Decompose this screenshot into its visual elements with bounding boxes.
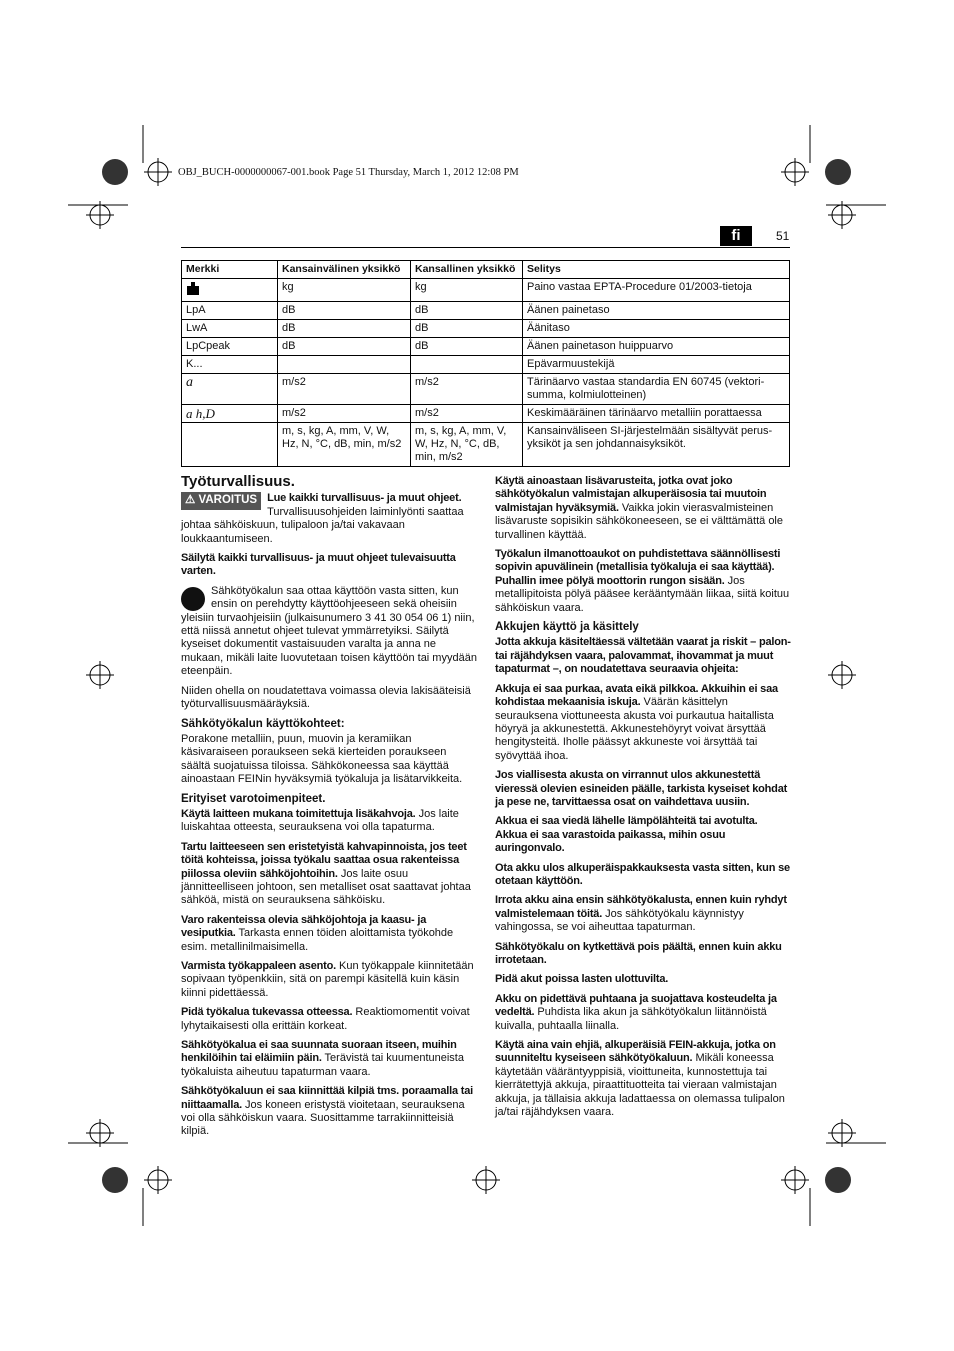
table-cell: a h,D <box>182 405 278 423</box>
bold-text: Varmista työkappaleen asento. <box>181 960 336 972</box>
table-cell <box>411 356 523 374</box>
warning-label: VAROITUS <box>198 494 258 507</box>
table-cell: Paino vastaa EPTA-Procedure 01/2003-tietoja <box>523 279 790 302</box>
body-text: Vaikka jokin vierasvalmisteinen lisävaruste sopisikin sähkökoneeseen, se ei välttämättä ole turvallinen käyttää. <box>495 501 783 541</box>
left-column <box>181 475 477 1145</box>
bold-text: Akku on pidettävä puhtaana ja suojattava kosteudelta ja vedeltä. <box>495 992 777 1019</box>
table-cell: Keskimääräinen tärinäarvo metalliin porattaessa <box>523 405 790 423</box>
bold-text: Irrota akku aina ensin sähkötyökalusta, ennen kuin ryhdyt valmistelemaan töitä. <box>495 894 787 920</box>
bold-text: Akkuja ei saa purkaa, avata eikä pilkkoa. Akkuihin ei saa kohdistaa mekaanisia iskuja. <box>495 682 778 709</box>
bold-text: Lue kaikki turvallisuus- ja muut ohjeet. <box>267 492 462 505</box>
table-cell: dB <box>411 302 523 320</box>
table-row <box>182 423 790 467</box>
paragraph <box>495 548 791 615</box>
table-row <box>182 302 790 320</box>
paragraph <box>181 914 477 954</box>
body-text: Jos laite osuu jännitteelliseen johtoon, sen metalliset osat saattavat johtaa sähköä, mistä on seurauksena sähköisku. <box>181 867 471 907</box>
paragraph <box>181 808 477 835</box>
body-text: Jos laite luiskahtaa otteesta, seurauksena voi olla tapaturma. <box>181 807 459 834</box>
table-cell: Äänen painetason huippuarvo <box>523 338 790 356</box>
bold-text: Sähkötyökaluun ei saa kiinnittää kilpiä tms. poraamalla tai niittaamalla. <box>181 1085 474 1111</box>
language-badge: fi <box>720 226 752 246</box>
paragraph <box>495 475 791 542</box>
table-cell: kg <box>411 279 523 302</box>
bold-text: Varo rakenteissa olevia sähköjohtoja ja kaasu- ja vesiputkia. <box>181 913 427 940</box>
table-cell: m/s2 <box>278 374 411 405</box>
bold-paragraph: Akkua ei saa viedä lähelle lämpölähteitä tai avotulta. Akkua ei saa varastoida paikassa, mihin osuu auringonvalo. <box>495 815 758 855</box>
bold-text: Käytä aina vain ehjiä, alkuperäisiä FEIN-akkuja, jotka on suunniteltu kyseiseen sähkötyökaluun. <box>495 1039 776 1065</box>
bold-paragraph: Jotta akkuja käsiteltäessä vältetään vaarat ja riskit – palon- tai räjähdyksen vaara, palovammat, ihovammat ja muut tapaturmat –, on noudatettava seuraavia ohjeita: <box>495 636 791 676</box>
body-text: Sähkötyökalun saa ottaa käyttöön vasta sitten, kun ensin on perehdytty käyttöohjeeseen sekä oheisiin yleisiin turvaohjeisiin (julkaisunumero 3 41 30 054 06 1) niin, että niissä annetut ohjeet tulevat ymmärretyiksi. Säilytä kyseiset dokumentit vastaisuuden varalta ja anna ne mukaan, mikäli laite luovutetaan toisen käyttöön tai myydään eteenpäin. <box>181 584 477 678</box>
right-column <box>495 475 791 1125</box>
table-cell: K... <box>182 356 278 374</box>
table-row <box>182 405 790 423</box>
table-header: Selitys <box>523 261 790 279</box>
table-row <box>182 279 790 302</box>
table-header: Merkki <box>182 261 278 279</box>
table-cell <box>278 356 411 374</box>
bold-paragraph: Sähkötyökalu on kytkettävä pois päältä, ennen kuin akku irrotetaan. <box>495 940 782 966</box>
body-text: Väärän käsittelyn seurauksena viottuneesta akusta voi purkautua haitallista höyryä ja akkunestettä. Akkunestehöyryt voivat ärsyttää hengitysteitä. Iholle päässyt akkuneste voi ärsyttää tai syövyttää ihoa. <box>495 696 774 762</box>
read-manual-icon <box>181 587 205 611</box>
paragraph <box>181 585 477 679</box>
bold-text: Tartu laitteeseen sen eristetyistä kahvapinnoista, jos teet töitä kohteissa, joissa työkalu saattaa osua rakenteissa piilossa oleviin sähköjohtoihin. <box>181 840 467 880</box>
symbol-table <box>181 260 790 467</box>
bold-paragraph: Pidä akut poissa lasten ulottuvilta. <box>495 973 669 986</box>
paragraph <box>495 894 791 934</box>
paragraph: Porakone metalliin, puun, muovin ja keramiikan käsivaraiseen poraukseen sekä kierteiden poraukseen säältä suojatuissa tiloissa. Sähkökoneessa saa käyttää ainoastaan FEINin hyväksymiä työkaluja ja lisätarvikkeita. <box>181 732 463 786</box>
warning-badge: ⚠ VAROITUS <box>181 492 261 509</box>
table-cell: Kansainväliseen SI-järjestelmään sisältyvät perus-yksiköt ja sen johdannaisyksiköt. <box>523 423 790 467</box>
body-text: Mikäli koneessa käytetään vääräntyyppisiä, vioittuneita, kunnostettuja tai kierrätettyjä akkuja, piraattituotteita tai vieraan valmistajan akkuja, ja tällaisia akkuja ladattaessa on olemassa tulipalon ja/tai räjähdyksen vaara. <box>495 1052 785 1119</box>
bold-paragraph: Jos viallisesta akusta on virrannut ulos akkunestettä vieressä olevien esineiden päälle, tarkista kyseiset kohdat ja pese ne, tarvittaessa osat on vaihdettava uusiin. <box>495 769 788 808</box>
table-header-row <box>182 261 790 279</box>
table-cell: dB <box>278 320 411 338</box>
table-cell: m/s2 <box>411 405 523 423</box>
header-rule <box>181 247 790 248</box>
table-row <box>182 320 790 338</box>
paragraph <box>181 1039 477 1079</box>
table-cell: dB <box>278 302 411 320</box>
table-cell: dB <box>411 320 523 338</box>
table-cell: LpA <box>182 302 278 320</box>
table-cell: m, s, kg, A, mm, V, W, Hz, N, °C, dB, min, m/s2 <box>278 423 411 467</box>
table-header: Kansainvälinen yksikkö <box>278 261 411 279</box>
table-cell: LwA <box>182 320 278 338</box>
bold-text: Työkalun ilmanottoaukot on puhdistettava säännöllisesti sopivin apuvälinein (metallisia työkaluja ei saa käyttää). Puhallin imee pölyä moottorin rungon sisään. <box>495 548 781 587</box>
table-cell: Tärinäarvo vastaa standardia EN 60745 (vektori-summa, kolmiulotteinen) <box>523 374 790 405</box>
subheading: Sähkötyökalun käyttökohteet: <box>181 717 345 730</box>
paragraph <box>495 1039 791 1119</box>
paragraph <box>181 841 477 908</box>
table-cell: Äänen painetaso <box>523 302 790 320</box>
bold-text: Käytä ainoastaan lisävarusteita, jotka ovat joko sähkötyökalun valmistajan alkuperäisosia tai muutoin valmistajan hyväksymiä. <box>495 475 767 514</box>
subheading: Erityiset varotoimenpiteet. <box>181 792 326 805</box>
body-text: Kun työkappale kiinnitetään sopivaan työpenkkiin, sitä on parempi käsitellä kuin käsin kiinni pidettäessä. <box>181 960 474 999</box>
weight-icon <box>182 279 278 302</box>
paragraph <box>495 993 791 1033</box>
table-cell: m/s2 <box>411 374 523 405</box>
table-cell: dB <box>278 338 411 356</box>
table-cell: LpCpeak <box>182 338 278 356</box>
body-text: Reaktiomomentit voivat lyhytaikaisesti olla erittäin korkeat. <box>181 1006 470 1032</box>
body-text: Jos sähkötyökalu käynnistyy vahingossa, se voi aiheuttaa tapaturman. <box>495 907 744 934</box>
body-text: Jos metallipitoista pölyä pääsee kerääntymään liikaa, siitä koituu sähköiskun vaara. <box>495 574 790 614</box>
bold-paragraph: Ota akku ulos alkuperäispakkauksesta vasta sitten, kun se otetaan käyttöön. <box>495 861 790 887</box>
table-cell: a <box>182 374 278 405</box>
table-header: Kansallinen yksikkö <box>411 261 523 279</box>
table-cell: m, s, kg, A, mm, V, W, Hz, N, °C, dB, min, m/s2 <box>411 423 523 467</box>
body-text: Turvallisuusohjeiden laiminlyönti saattaa johtaa sähköiskuun, tulipaloon ja/tai vakavaan loukkaantumiseen. <box>181 505 464 545</box>
paragraph <box>181 492 477 546</box>
body-text: Tarkasta ennen töiden aloittamista työkohde esim. metallinilmaisimella. <box>181 927 454 953</box>
paragraph <box>181 1085 477 1139</box>
bold-paragraph: Säilytä kaikki turvallisuus- ja muut ohjeet tulevaisuutta varten. <box>181 552 456 578</box>
bold-text: Pidä työkalua tukevassa otteessa. <box>181 1006 353 1019</box>
table-cell: Epävarmuustekijä <box>523 356 790 374</box>
table-cell: kg <box>278 279 411 302</box>
table-cell: m/s2 <box>278 405 411 423</box>
bold-text: Käytä laitteen mukana toimitettuja lisäkahvoja. <box>181 807 416 820</box>
table-cell: dB <box>411 338 523 356</box>
bold-text: Sähkötyökalua ei saa suunnata suoraan itseen, muihin henkilöihin tai eläimiin päin. <box>181 1039 457 1065</box>
paragraph <box>495 683 791 763</box>
table-cell: Äänitaso <box>523 320 790 338</box>
paragraph <box>181 1006 477 1033</box>
table-cell <box>182 423 278 467</box>
body-text: Puhdista lika akun ja sähkötyökalun liitännöistä kuivalla, puhtaalla liinalla. <box>495 1006 767 1032</box>
paragraph <box>181 960 477 1000</box>
body-text: Jos koneen eristystä vioitetaan, seurauksena voi olla sähköiskun vaara. Suosittamme tarrakiinnitteisiä kilpiä. <box>181 1098 465 1138</box>
table-row <box>182 374 790 405</box>
section-title: Työturvallisuus. <box>181 473 295 490</box>
table-row <box>182 356 790 374</box>
file-slug: OBJ_BUCH-0000000067-001.book Page 51 Thursday, March 1, 2012 12:08 PM <box>178 167 519 178</box>
table-row <box>182 338 790 356</box>
paragraph: Niiden ohella on noudatettava voimassa olevia lakisääteisiä työturvallisuusmääräyksiä. <box>181 684 471 711</box>
subheading: Akkujen käyttö ja käsittely <box>495 621 639 634</box>
body-text: Terävistä tai kuumentuneista työkaluista aiheutuu tapaturman vaara. <box>181 1052 464 1078</box>
page-number: 51 <box>776 229 790 243</box>
